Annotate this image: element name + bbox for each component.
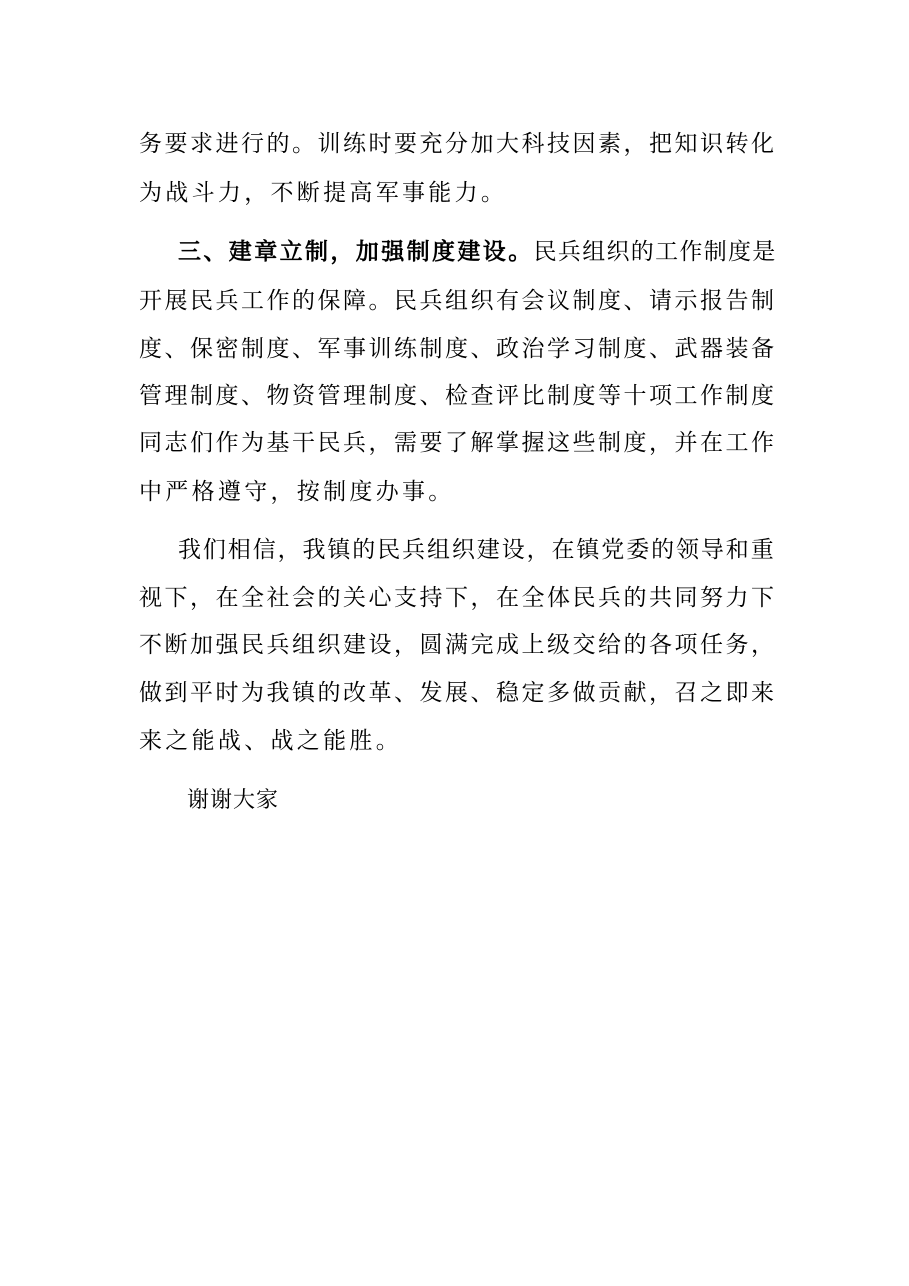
paragraph-line: 视下，在全社会的关心支持下，在全体民兵的共同努力下 [139, 585, 777, 611]
section-heading: 三、建章立制，加强制度建设。 [178, 239, 534, 265]
paragraph-line: 度、保密制度、军事训练制度、政治学习制度、武器装备 [139, 336, 777, 362]
section-heading-line [178, 236, 778, 268]
paragraph-line: 来之能战、战之能胜。 [139, 728, 402, 754]
paragraph-line: 做到平时为我镇的改革、发展、稳定多做贡献，召之即来 [139, 680, 777, 706]
paragraph-line: 同志们作为基干民兵，需要了解掌握这些制度，并在工作 [139, 430, 777, 456]
paragraph-line: 中严格遵守，按制度办事。 [139, 479, 455, 505]
paragraph-text: 民兵组织的工作制度是 [533, 239, 777, 265]
paragraph-line: 务要求进行的。训练时要充分加大科技因素，把知识转化 [139, 131, 777, 157]
paragraph-line: 不断加强民兵组织建设，圆满完成上级交给的各项任务， [139, 632, 777, 658]
paragraph-line: 开展民兵工作的保障。民兵组织有会议制度、请示报告制 [139, 288, 777, 314]
paragraph-line: 为战斗力，不断提高军事能力。 [139, 180, 508, 206]
paragraph-line: 管理制度、物资管理制度、检查评比制度等十项工作制度 [139, 383, 777, 409]
closing-text: 谢谢大家 [187, 788, 280, 813]
paragraph-line: 我们相信，我镇的民兵组织建设，在镇党委的领导和重 [178, 537, 776, 563]
